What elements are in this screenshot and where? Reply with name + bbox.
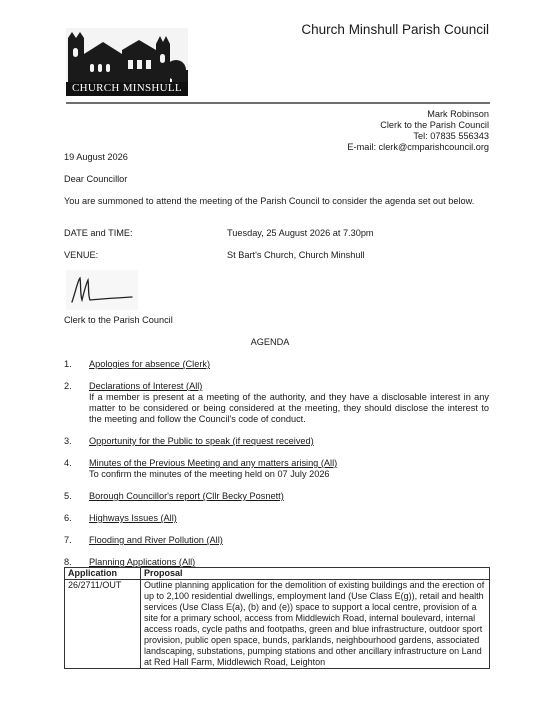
summons-paragraph: You are summoned to attend the meeting of the Parish Council to consider the agenda set out below.	[64, 196, 475, 206]
clerk-telephone: Tel: 07835 556343	[413, 131, 489, 141]
agenda-item-number: 8.	[64, 557, 72, 567]
agenda-item-body: To confirm the minutes of the meeting held on 07 July 2026	[89, 469, 330, 479]
council-name: Church Minshull Parish Council	[301, 22, 489, 37]
agenda-item-title: Declarations of Interest (All)	[89, 381, 203, 391]
agenda-item-number: 5.	[64, 491, 72, 501]
agenda-item-title: Apologies for absence (Clerk)	[89, 359, 211, 369]
venue-value: St Bart's Church, Church Minshull	[227, 250, 365, 260]
agenda-item-title: Borough Councillor's report (Cllr Becky Posnett)	[89, 491, 284, 501]
clerk-signature	[66, 270, 138, 310]
agenda-item-title: Flooding and River Pollution (All)	[89, 535, 223, 545]
column-header-proposal: Proposal	[141, 568, 490, 580]
agenda-item-number: 6.	[64, 513, 72, 523]
header-divider	[66, 102, 490, 104]
table-row	[65, 580, 490, 669]
agenda-item-title: Highways Issues (All)	[89, 513, 177, 523]
application-reference: 26/2711/OUT	[65, 580, 141, 669]
letter-salutation: Dear Councillor	[64, 174, 128, 184]
agenda-item-number: 2.	[64, 381, 72, 391]
agenda-item-number: 1.	[64, 359, 72, 369]
datetime-value: Tuesday, 25 August 2026 at 7.30pm	[227, 228, 374, 238]
agenda-item-title: Opportunity for the Public to speak (if request received)	[89, 436, 314, 446]
agenda-item-number: 3.	[64, 436, 72, 446]
clerk-contact-block	[347, 109, 489, 153]
clerk-email: E-mail: clerk@cmparishcouncil.org	[347, 142, 489, 152]
agenda-item-title: Planning Applications (All)	[89, 557, 196, 567]
letter-date: 19 August 2026	[64, 152, 128, 162]
clerk-role: Clerk to the Parish Council	[380, 120, 489, 130]
agenda-title: AGENDA	[250, 337, 290, 347]
agenda-item-body: If a member is present at a meeting of the authority, and they have a disclosable interest in any matter to be considered or being considered at the meeting, they should disclose the interest to the meeting and follow the Council's code of conduct.	[89, 392, 489, 424]
agenda-item-number: 4.	[64, 458, 72, 468]
venue-label: VENUE:	[64, 250, 99, 260]
datetime-label: DATE and TIME:	[64, 228, 133, 238]
table-header-row	[65, 568, 490, 580]
planning-applications-table	[64, 567, 490, 669]
logo-wordmark: CHURCH MINSHULL	[72, 82, 182, 94]
column-header-application: Application	[65, 568, 141, 580]
clerk-name: Mark Robinson	[427, 109, 489, 119]
application-proposal: Outline planning application for the demolition of existing buildings and the erection of up to 2,100 residential dwellings, employment land (Use Class E(g)), retail and health services (Use Class E(a), (b) and (e)) space to support a local centre, provision of a site for a primary school, access from Middlewich Road, internal boulevard, internal access roads, cycle paths and footpaths, green and blue infrastructure, outdoor sport provision, public open space, bunds, parklands, neighbourhood gardens, associated landscaping, substations, pumping stations and other ancillary infrastructure on Land at Red Hall Farm, Middlewich Road, Leighton	[141, 580, 490, 669]
agenda-item-title: Minutes of the Previous Meeting and any matters arising (All)	[89, 458, 338, 468]
signoff-role: Clerk to the Parish Council	[64, 315, 173, 325]
agenda-item-number: 7.	[64, 535, 72, 545]
council-logo	[66, 28, 188, 96]
